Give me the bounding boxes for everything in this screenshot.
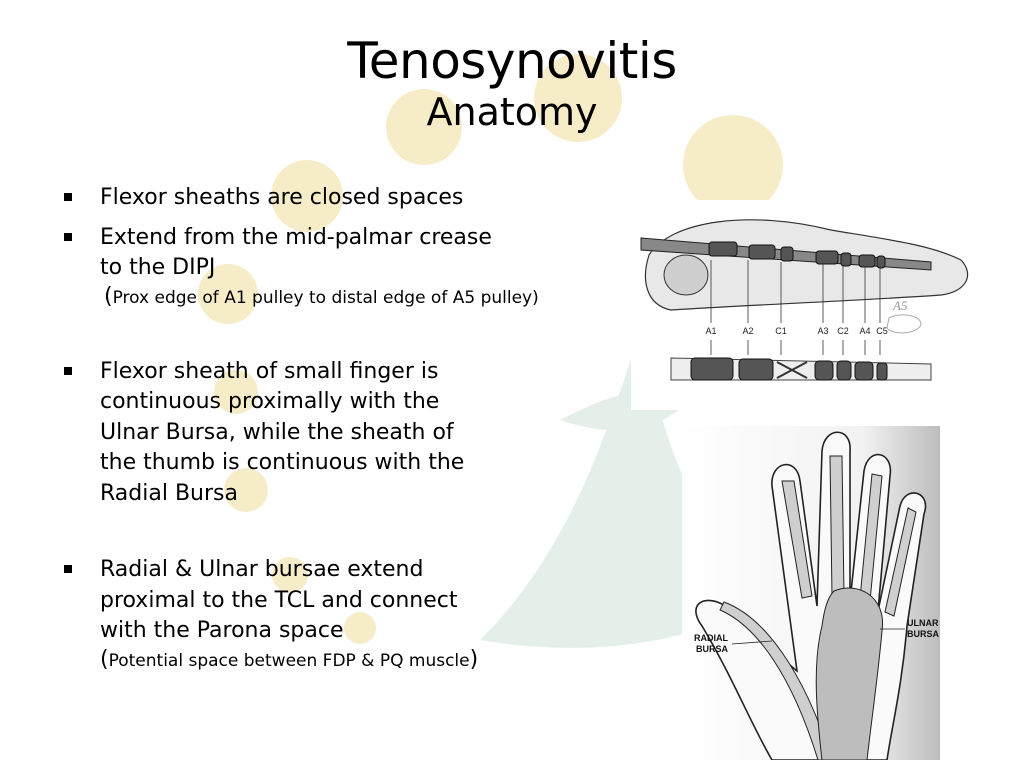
note-open-paren: ( <box>104 283 113 309</box>
hand-bursa-image <box>682 426 940 760</box>
pulley-label-a3: A3 <box>817 326 829 336</box>
ulnar-label-2: BURSA <box>907 629 940 639</box>
finger-pulley-image <box>631 200 975 410</box>
radial-label-2: BURSA <box>696 644 729 654</box>
bullet-line: Flexor sheath of small finger is <box>100 358 439 384</box>
pulley-label-c5: C5 <box>876 326 888 336</box>
hand-bursa-illustration-icon <box>682 426 940 760</box>
pulley-label-a2: A2 <box>742 326 754 336</box>
finger-pulley-illustration-icon <box>631 200 975 410</box>
radial-label-1: RADIAL <box>694 633 728 643</box>
bullet-line: Extend from the mid-palmar crease <box>100 224 492 250</box>
bullet-line: with the Parona space <box>100 618 344 643</box>
bullet-line: the thumb is continuous with the <box>100 450 465 475</box>
bullet-line: Ulnar Bursa, while the sheath of <box>100 419 454 445</box>
bullet-line: continuous proximally with the <box>100 389 440 414</box>
bullet-line: proximal to the TCL and connect <box>100 587 458 613</box>
slide-subtitle: Anatomy <box>426 90 598 134</box>
bullet-note <box>100 647 602 674</box>
ulnar-label-1: ULNAR <box>907 618 939 628</box>
bullet-marker-icon <box>64 193 72 201</box>
pulley-label-c1: C1 <box>775 326 787 336</box>
bullet-text: Flexor sheaths are closed spaces <box>100 185 464 210</box>
bullet-note <box>104 284 602 311</box>
bullet-item <box>62 555 602 674</box>
bullet-marker-icon <box>64 367 72 375</box>
note-text: Prox edge of A1 pulley to distal edge of A5 pulley) <box>112 287 539 308</box>
pulley-label-a4: A4 <box>859 326 871 336</box>
bullet-line: to the DIPJ <box>100 255 216 280</box>
note-close-paren: ) <box>469 646 479 672</box>
bullet-item <box>62 183 602 214</box>
pulley-label-c2: C2 <box>837 326 849 336</box>
bullet-list <box>62 183 602 674</box>
pulley-label-a1: A1 <box>705 326 717 336</box>
note-open-paren: ( <box>100 646 109 672</box>
note-text: Potential space between FDP & PQ muscle <box>108 650 470 671</box>
title-block <box>0 28 1024 136</box>
bullet-item <box>62 223 602 311</box>
bullet-line: Radial Bursa <box>100 480 238 506</box>
bullet-marker-icon <box>64 233 72 241</box>
bullet-item <box>62 357 602 510</box>
slide-title: Tenosynovitis <box>347 32 677 90</box>
handwritten-label: A5 <box>893 298 908 313</box>
bullet-line: Radial & Ulnar bursae extend <box>100 557 424 582</box>
bullet-marker-icon <box>64 565 72 573</box>
